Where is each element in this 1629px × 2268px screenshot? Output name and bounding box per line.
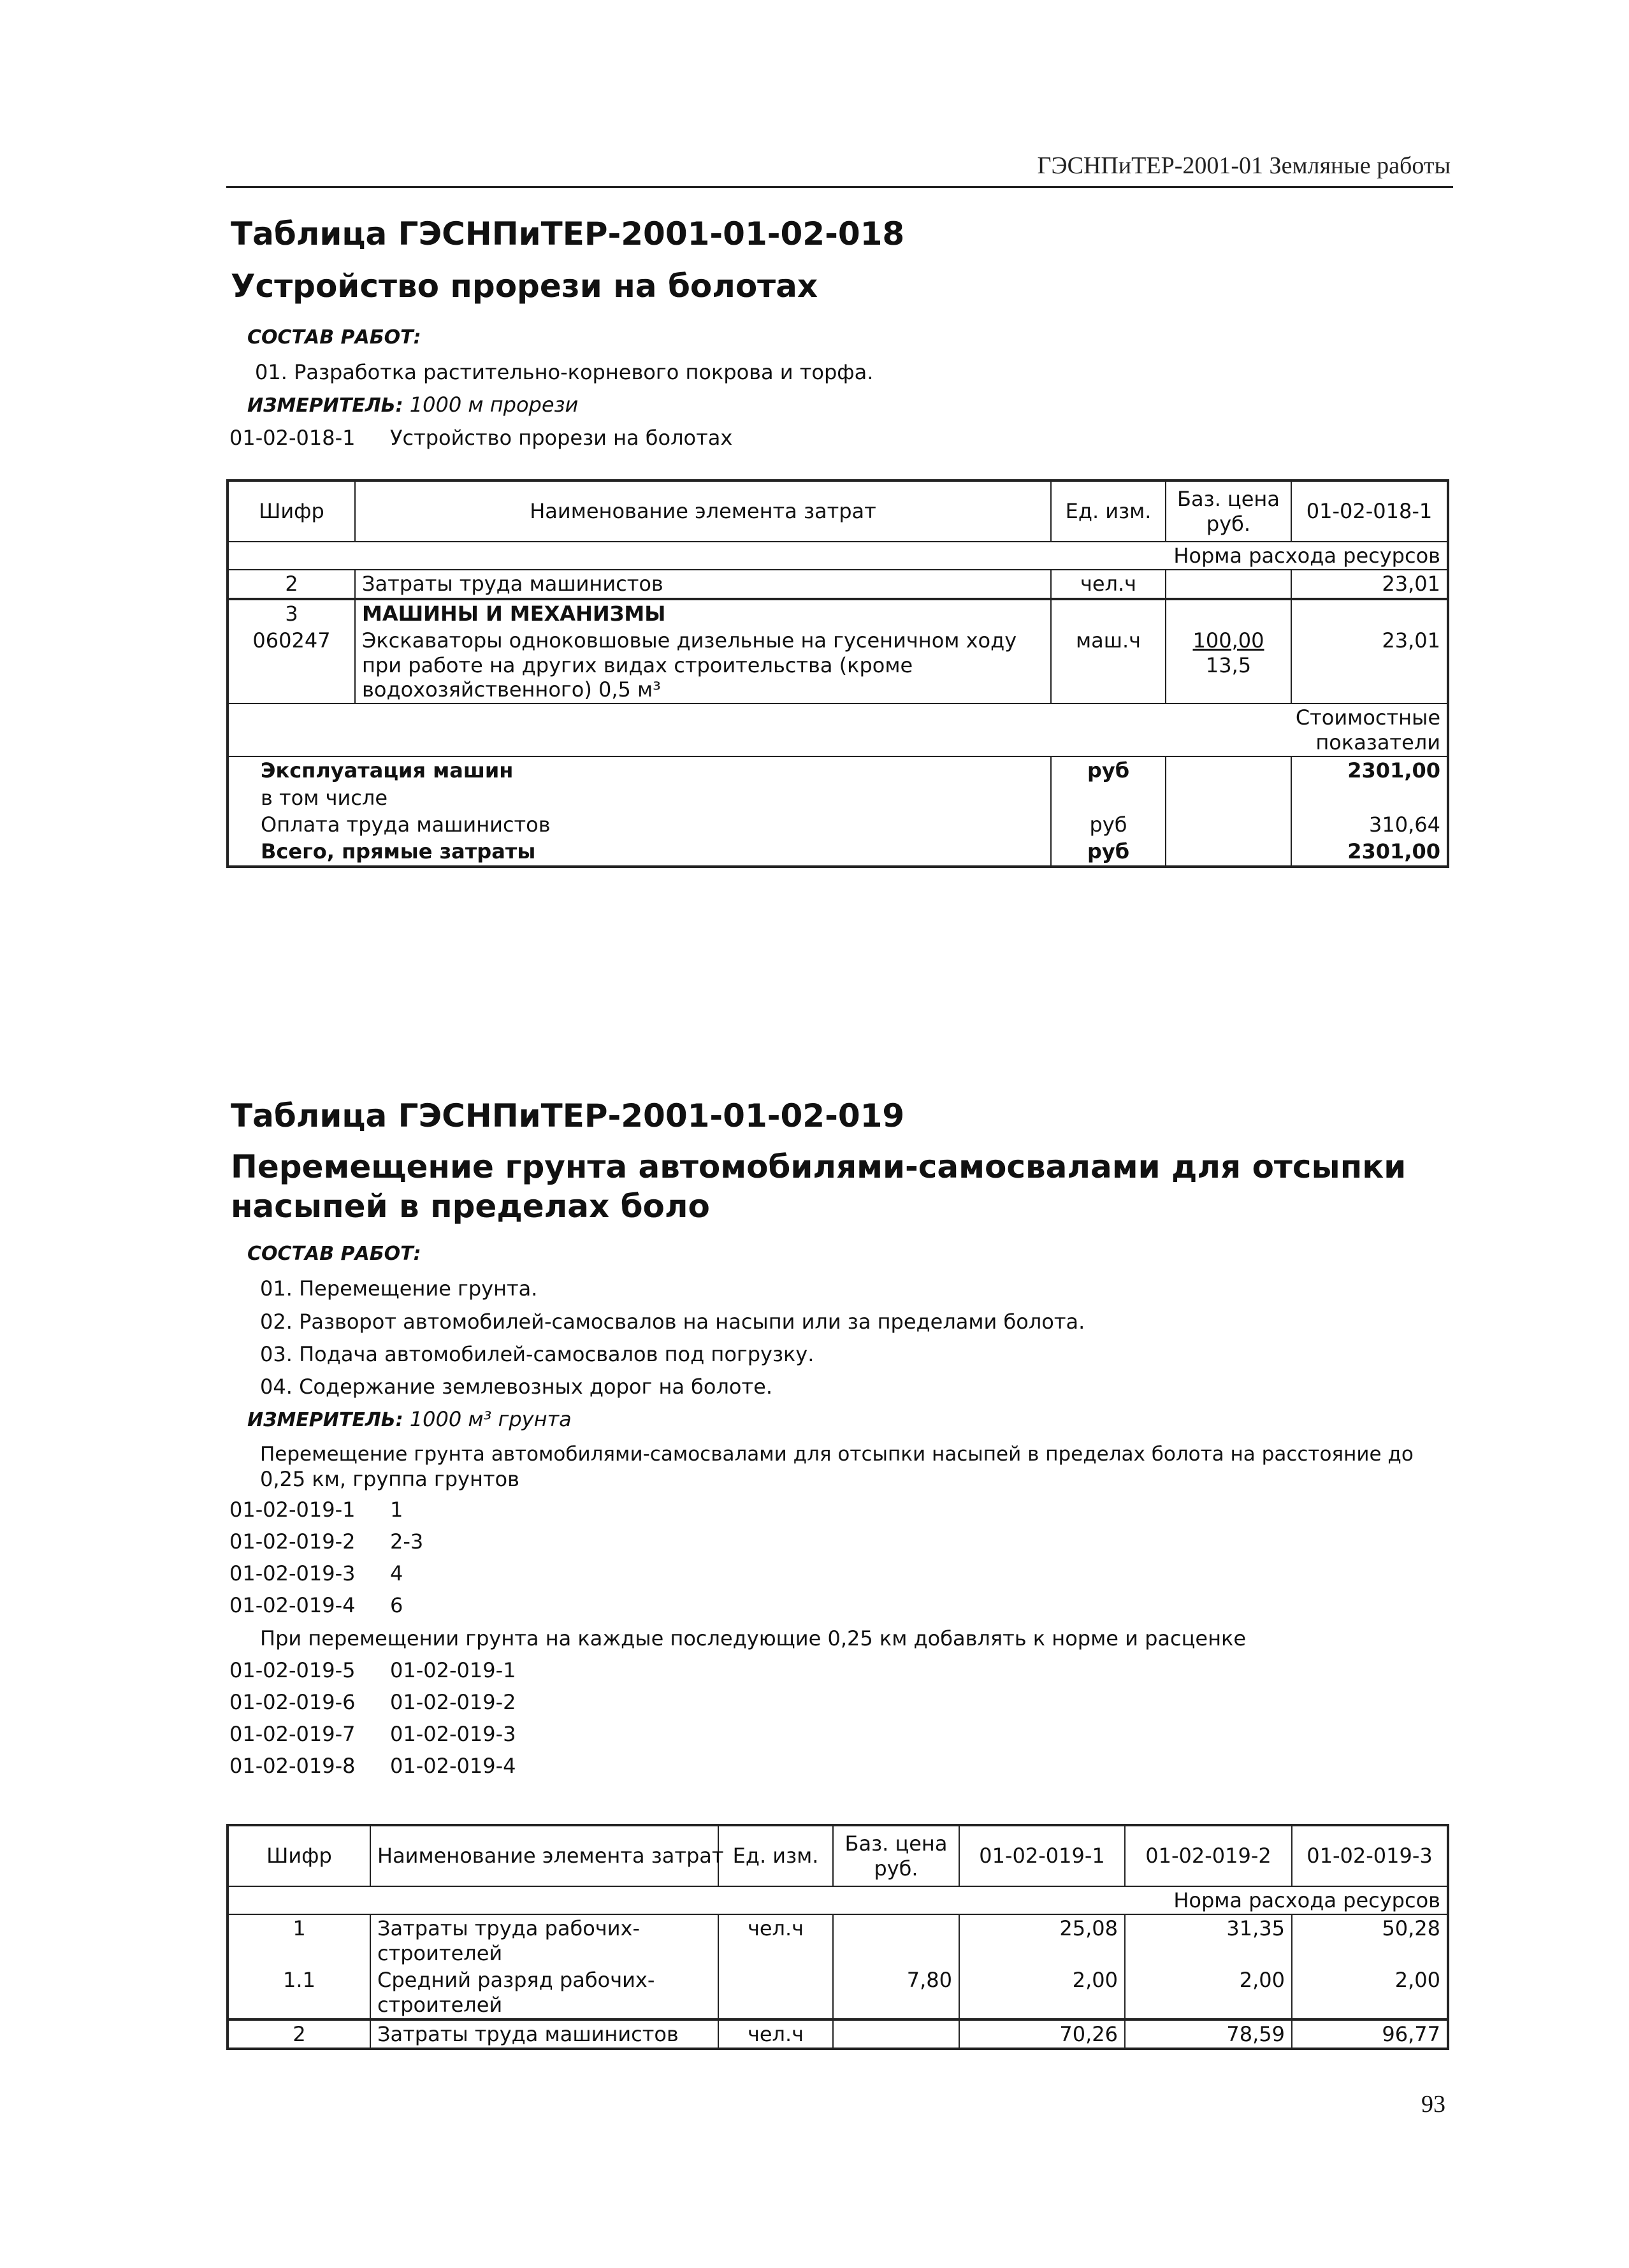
code-item: 01-02-019-3 xyxy=(229,1561,356,1585)
header-name: Наименование элемента затрат xyxy=(370,1825,718,1886)
header-norm-code-1: 01-02-019-1 xyxy=(959,1825,1125,1886)
header-price: Баз. цена руб. xyxy=(1166,480,1291,542)
code-item-desc: 01-02-019-4 xyxy=(390,1754,516,1778)
code-item: 01-02-019-7 xyxy=(229,1722,356,1746)
norm-label-2: Норма расхода ресурсов xyxy=(1125,1886,1448,1914)
cost-unit: руб xyxy=(1051,838,1166,866)
section-title-019-line1: Перемещение грунта автомобилями-самосвалами для отсыпки xyxy=(231,1148,1407,1185)
row-value: 23,01 xyxy=(1291,570,1448,598)
work-item: 01. Перемещение грунта. xyxy=(260,1276,538,1301)
code-item-desc: 2-3 xyxy=(390,1529,424,1554)
row-unit: чел.ч xyxy=(718,2019,833,2049)
cost-row xyxy=(228,756,1448,784)
table-title-018: Таблица ГЭСНПиТЕР-2001-01-02-018 xyxy=(231,215,905,252)
cost-row xyxy=(228,784,1448,811)
cost-unit: руб xyxy=(1051,756,1166,784)
intro-line1: Перемещение грунта автомобилями-самосвалами для отсыпки насыпей в пределах болота на расстояние до xyxy=(260,1443,1414,1466)
code-item: 01-02-019-4 xyxy=(229,1593,356,1617)
table-title-019: Таблица ГЭСНПиТЕР-2001-01-02-019 xyxy=(231,1097,905,1134)
cost-row xyxy=(228,838,1448,866)
table-row xyxy=(228,627,1448,704)
meter-value: 1000 м прорези xyxy=(409,393,579,417)
section-title-018: Устройство прорези на болотах xyxy=(231,268,818,305)
norm-label: Норма расхода ресурсов xyxy=(1166,542,1448,570)
section-title-019-line2: насыпей в пределах боло xyxy=(231,1188,710,1225)
cost-name: Оплата труда машинистов xyxy=(228,811,1051,838)
work-item: 04. Содержание землевозных дорог на болоте. xyxy=(260,1375,772,1399)
row-value-1: 70,26 xyxy=(959,2019,1125,2049)
code-item: 01-02-019-2 xyxy=(229,1529,356,1554)
meter-label: ИЗМЕРИТЕЛЬ: xyxy=(247,394,403,417)
header-norm-code-2: 01-02-019-2 xyxy=(1125,1825,1292,1886)
code-item-desc: 01-02-019-3 xyxy=(390,1722,516,1746)
price-value: 100,00 xyxy=(1192,628,1264,653)
composition-label-2: СОСТАВ РАБОТ: xyxy=(247,1243,421,1265)
row-code: 1.1 xyxy=(228,1967,370,2019)
table-row xyxy=(228,2019,1448,2049)
row-unit: чел.ч xyxy=(1051,570,1166,598)
work-item: 01. Разработка растительно-корневого покрова и торфа. xyxy=(255,360,874,384)
header-price: Баз. цена руб. xyxy=(833,1825,959,1886)
running-header-text: ГЭСНПиТЕР-2001-01 Земляные работы xyxy=(1037,152,1451,179)
row-price xyxy=(833,1914,959,1967)
row-name: Затраты труда машинистов xyxy=(370,2019,718,2049)
row-unit xyxy=(718,1967,833,2019)
code-item: 01-02-019-8 xyxy=(229,1754,356,1778)
row-price xyxy=(1166,627,1291,704)
code-item-desc: 1 xyxy=(390,1498,403,1522)
meter-line-2 xyxy=(247,1407,572,1431)
cost-name: Эксплуатация машин xyxy=(228,756,1051,784)
row-name: Экскаваторы одноковшовые дизельные на гусеничном ходу при работе на других видах строительства (кроме водохозяйственного) 0,5 м³ xyxy=(355,627,1051,704)
meter-line xyxy=(247,393,578,417)
cost-name: Всего, прямые затраты xyxy=(228,838,1051,866)
code-item: 01-02-019-6 xyxy=(229,1690,356,1714)
header-code: Шифр xyxy=(228,480,355,542)
row-value-2: 2,00 xyxy=(1125,1967,1292,2019)
code-item-desc: 01-02-019-1 xyxy=(390,1658,516,1682)
cost-unit: руб xyxy=(1051,811,1166,838)
row-name: Затраты труда рабочих-строителей xyxy=(370,1914,718,1967)
table-row xyxy=(228,1967,1448,2019)
code-018-1: 01-02-018-1 xyxy=(229,426,356,450)
intro-line2: 0,25 км, группа грунтов xyxy=(260,1467,519,1491)
code-item: 01-02-019-5 xyxy=(229,1658,356,1682)
row-name: Средний разряд рабочих-строителей xyxy=(370,1967,718,2019)
row-code: 2 xyxy=(228,570,355,598)
header-unit: Ед. изм. xyxy=(1051,480,1166,542)
header-unit: Ед. изм. xyxy=(718,1825,833,1886)
resource-table-018 xyxy=(226,479,1449,868)
header-name: Наименование элемента затрат xyxy=(355,480,1051,542)
row-code: 1 xyxy=(228,1914,370,1967)
meter-value-2: 1000 м³ грунта xyxy=(409,1407,572,1431)
row-unit: маш.ч xyxy=(1051,627,1166,704)
row-price: 7,80 xyxy=(833,1967,959,2019)
code-item-desc: 4 xyxy=(390,1561,403,1585)
table-row xyxy=(228,599,1448,627)
table-row xyxy=(228,570,1448,598)
code-018-1-desc: Устройство прорези на болотах xyxy=(390,426,733,450)
code-item-desc: 6 xyxy=(390,1593,403,1617)
cost-value xyxy=(1291,784,1448,811)
row-value-1: 25,08 xyxy=(959,1914,1125,1967)
row-price xyxy=(833,2019,959,2049)
work-item: 03. Подача автомобилей-самосвалов под погрузку. xyxy=(260,1342,814,1366)
table-row xyxy=(228,1914,1448,1967)
row-price xyxy=(1166,570,1291,598)
running-header xyxy=(226,150,1453,188)
header-code: Шифр xyxy=(228,1825,370,1886)
code-item-desc: 01-02-019-2 xyxy=(390,1690,516,1714)
cost-label: Стоимостные показатели xyxy=(1166,704,1448,756)
row-value-3: 2,00 xyxy=(1292,1967,1448,2019)
composition-label: СОСТАВ РАБОТ: xyxy=(247,326,421,349)
row-unit: чел.ч xyxy=(718,1914,833,1967)
row-name: Затраты труда машинистов xyxy=(355,570,1051,598)
resource-table-019 xyxy=(226,1824,1449,2050)
row-value-3: 50,28 xyxy=(1292,1914,1448,1967)
row-name: МАШИНЫ И МЕХАНИЗМЫ xyxy=(355,599,1051,627)
cost-unit xyxy=(1051,784,1166,811)
row-code: 3 xyxy=(228,599,355,627)
header-norm-code: 01-02-018-1 xyxy=(1291,480,1448,542)
row-value-2: 78,59 xyxy=(1125,2019,1292,2049)
cost-row xyxy=(228,811,1448,838)
row-code: 060247 xyxy=(228,627,355,704)
code-item: 01-02-019-1 xyxy=(229,1498,356,1522)
header-norm-code-3: 01-02-019-3 xyxy=(1292,1825,1448,1886)
row-value: 23,01 xyxy=(1291,627,1448,704)
row-code: 2 xyxy=(228,2019,370,2049)
meter-label-2: ИЗМЕРИТЕЛЬ: xyxy=(247,1409,403,1431)
cost-name: в том числе xyxy=(228,784,1051,811)
page-number: 93 xyxy=(1421,2091,1445,2118)
cost-value: 310,64 xyxy=(1291,811,1448,838)
work-item: 02. Разворот автомобилей-самосвалов на насыпи или за пределами болота. xyxy=(260,1310,1085,1334)
note-line: При перемещении грунта на каждые последующие 0,25 км добавлять к норме и расценке xyxy=(260,1626,1246,1650)
row-value-3: 96,77 xyxy=(1292,2019,1448,2049)
cost-value: 2301,00 xyxy=(1291,756,1448,784)
cost-value: 2301,00 xyxy=(1291,838,1448,866)
row-value-2: 31,35 xyxy=(1125,1914,1292,1967)
price-value-2: 13,5 xyxy=(1205,653,1252,677)
row-value-1: 2,00 xyxy=(959,1967,1125,2019)
